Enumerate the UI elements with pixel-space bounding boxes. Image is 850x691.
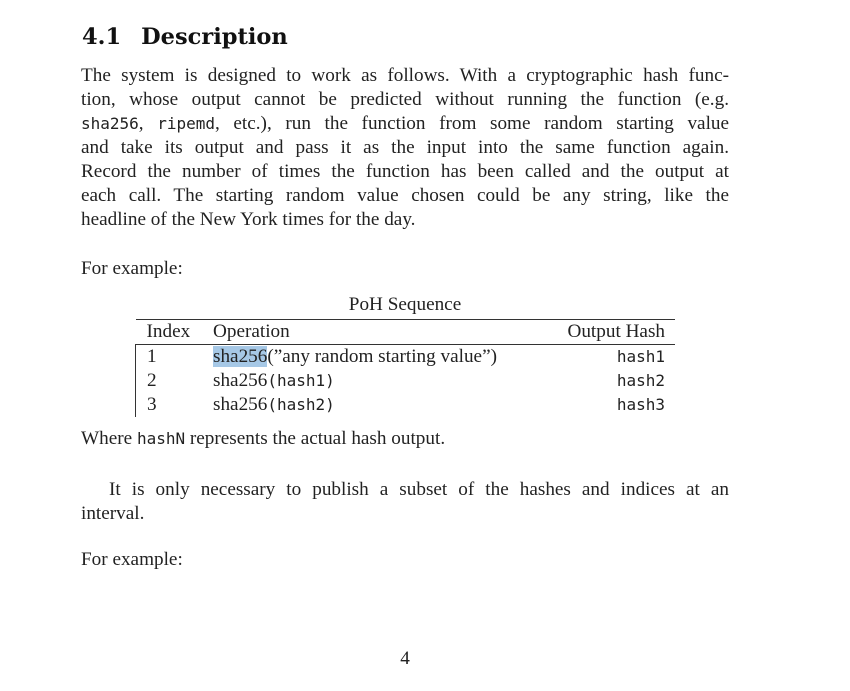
- header-index: Index: [146, 321, 191, 342]
- row-output: [553, 369, 675, 393]
- for-example-label: For example:: [81, 549, 183, 570]
- where-prefix: Where: [81, 428, 137, 449]
- where-suffix: represents the actual hash output.: [185, 428, 446, 449]
- table-row: [136, 393, 676, 417]
- row-output: [553, 345, 675, 370]
- operation-argument: (hash2): [267, 395, 335, 414]
- output-hash-code: hash2: [616, 371, 665, 390]
- paragraph-line: The system is designed to work as follows. With a cryptographic hash func-: [81, 65, 729, 86]
- row-operation: [213, 369, 553, 393]
- selected-text-highlight[interactable]: sha256: [213, 346, 268, 367]
- for-example-label: For example:: [81, 258, 183, 279]
- page-number: 4: [400, 648, 410, 669]
- operation-function: sha256: [213, 370, 268, 391]
- paragraph-line: each call. The starting random value chosen could be any string, like the: [81, 185, 729, 206]
- table-header-row: [136, 320, 676, 345]
- interval-paragraph: [81, 478, 729, 526]
- output-hash-code: hash3: [616, 395, 665, 414]
- inline-code-sha256: sha256: [81, 114, 139, 133]
- inline-code-ripemd: ripemd: [157, 114, 215, 133]
- paragraph-line: interval.: [81, 503, 145, 524]
- operation-function: sha256: [213, 394, 268, 415]
- section-title: Description: [141, 24, 288, 50]
- paragraph-line: Record the number of times the function has been called and the output at: [81, 161, 729, 182]
- row-index: 1: [136, 345, 214, 370]
- paragraph-text: , etc.), run the function from some random starting value: [215, 113, 730, 134]
- section-number: 4.1: [82, 24, 122, 50]
- output-hash-code: hash1: [616, 347, 665, 366]
- row-output: [553, 393, 675, 417]
- table-row: [136, 345, 676, 370]
- paragraph-line: tion, whose output cannot be predicted without running the function (e.g.: [81, 89, 729, 110]
- header-output-hash: Output Hash: [567, 321, 665, 342]
- row-index: 3: [136, 393, 214, 417]
- paragraph-line: [81, 112, 729, 136]
- paragraph-line: and take its output and pass it as the input into the same function again.: [81, 137, 729, 158]
- header-operation: Operation: [213, 321, 290, 342]
- row-operation: [213, 345, 553, 370]
- section-heading: [82, 24, 288, 50]
- paragraph-line: headline of the New York times for the day.: [81, 209, 416, 230]
- poh-sequence-table: [135, 319, 675, 417]
- punctuation: ,: [138, 113, 158, 134]
- row-index: 2: [136, 369, 214, 393]
- operation-argument: (”any random starting value”): [267, 346, 497, 367]
- table-caption: PoH Sequence: [348, 294, 462, 315]
- description-paragraph: [81, 64, 729, 232]
- operation-argument: (hash1): [267, 371, 335, 390]
- inline-code-hashN: hashN: [136, 429, 186, 448]
- table-row: [136, 369, 676, 393]
- row-operation: [213, 393, 553, 417]
- where-explanation: [81, 428, 445, 450]
- paragraph-line: It is only necessary to publish a subset of the hashes and indices at an: [109, 479, 729, 500]
